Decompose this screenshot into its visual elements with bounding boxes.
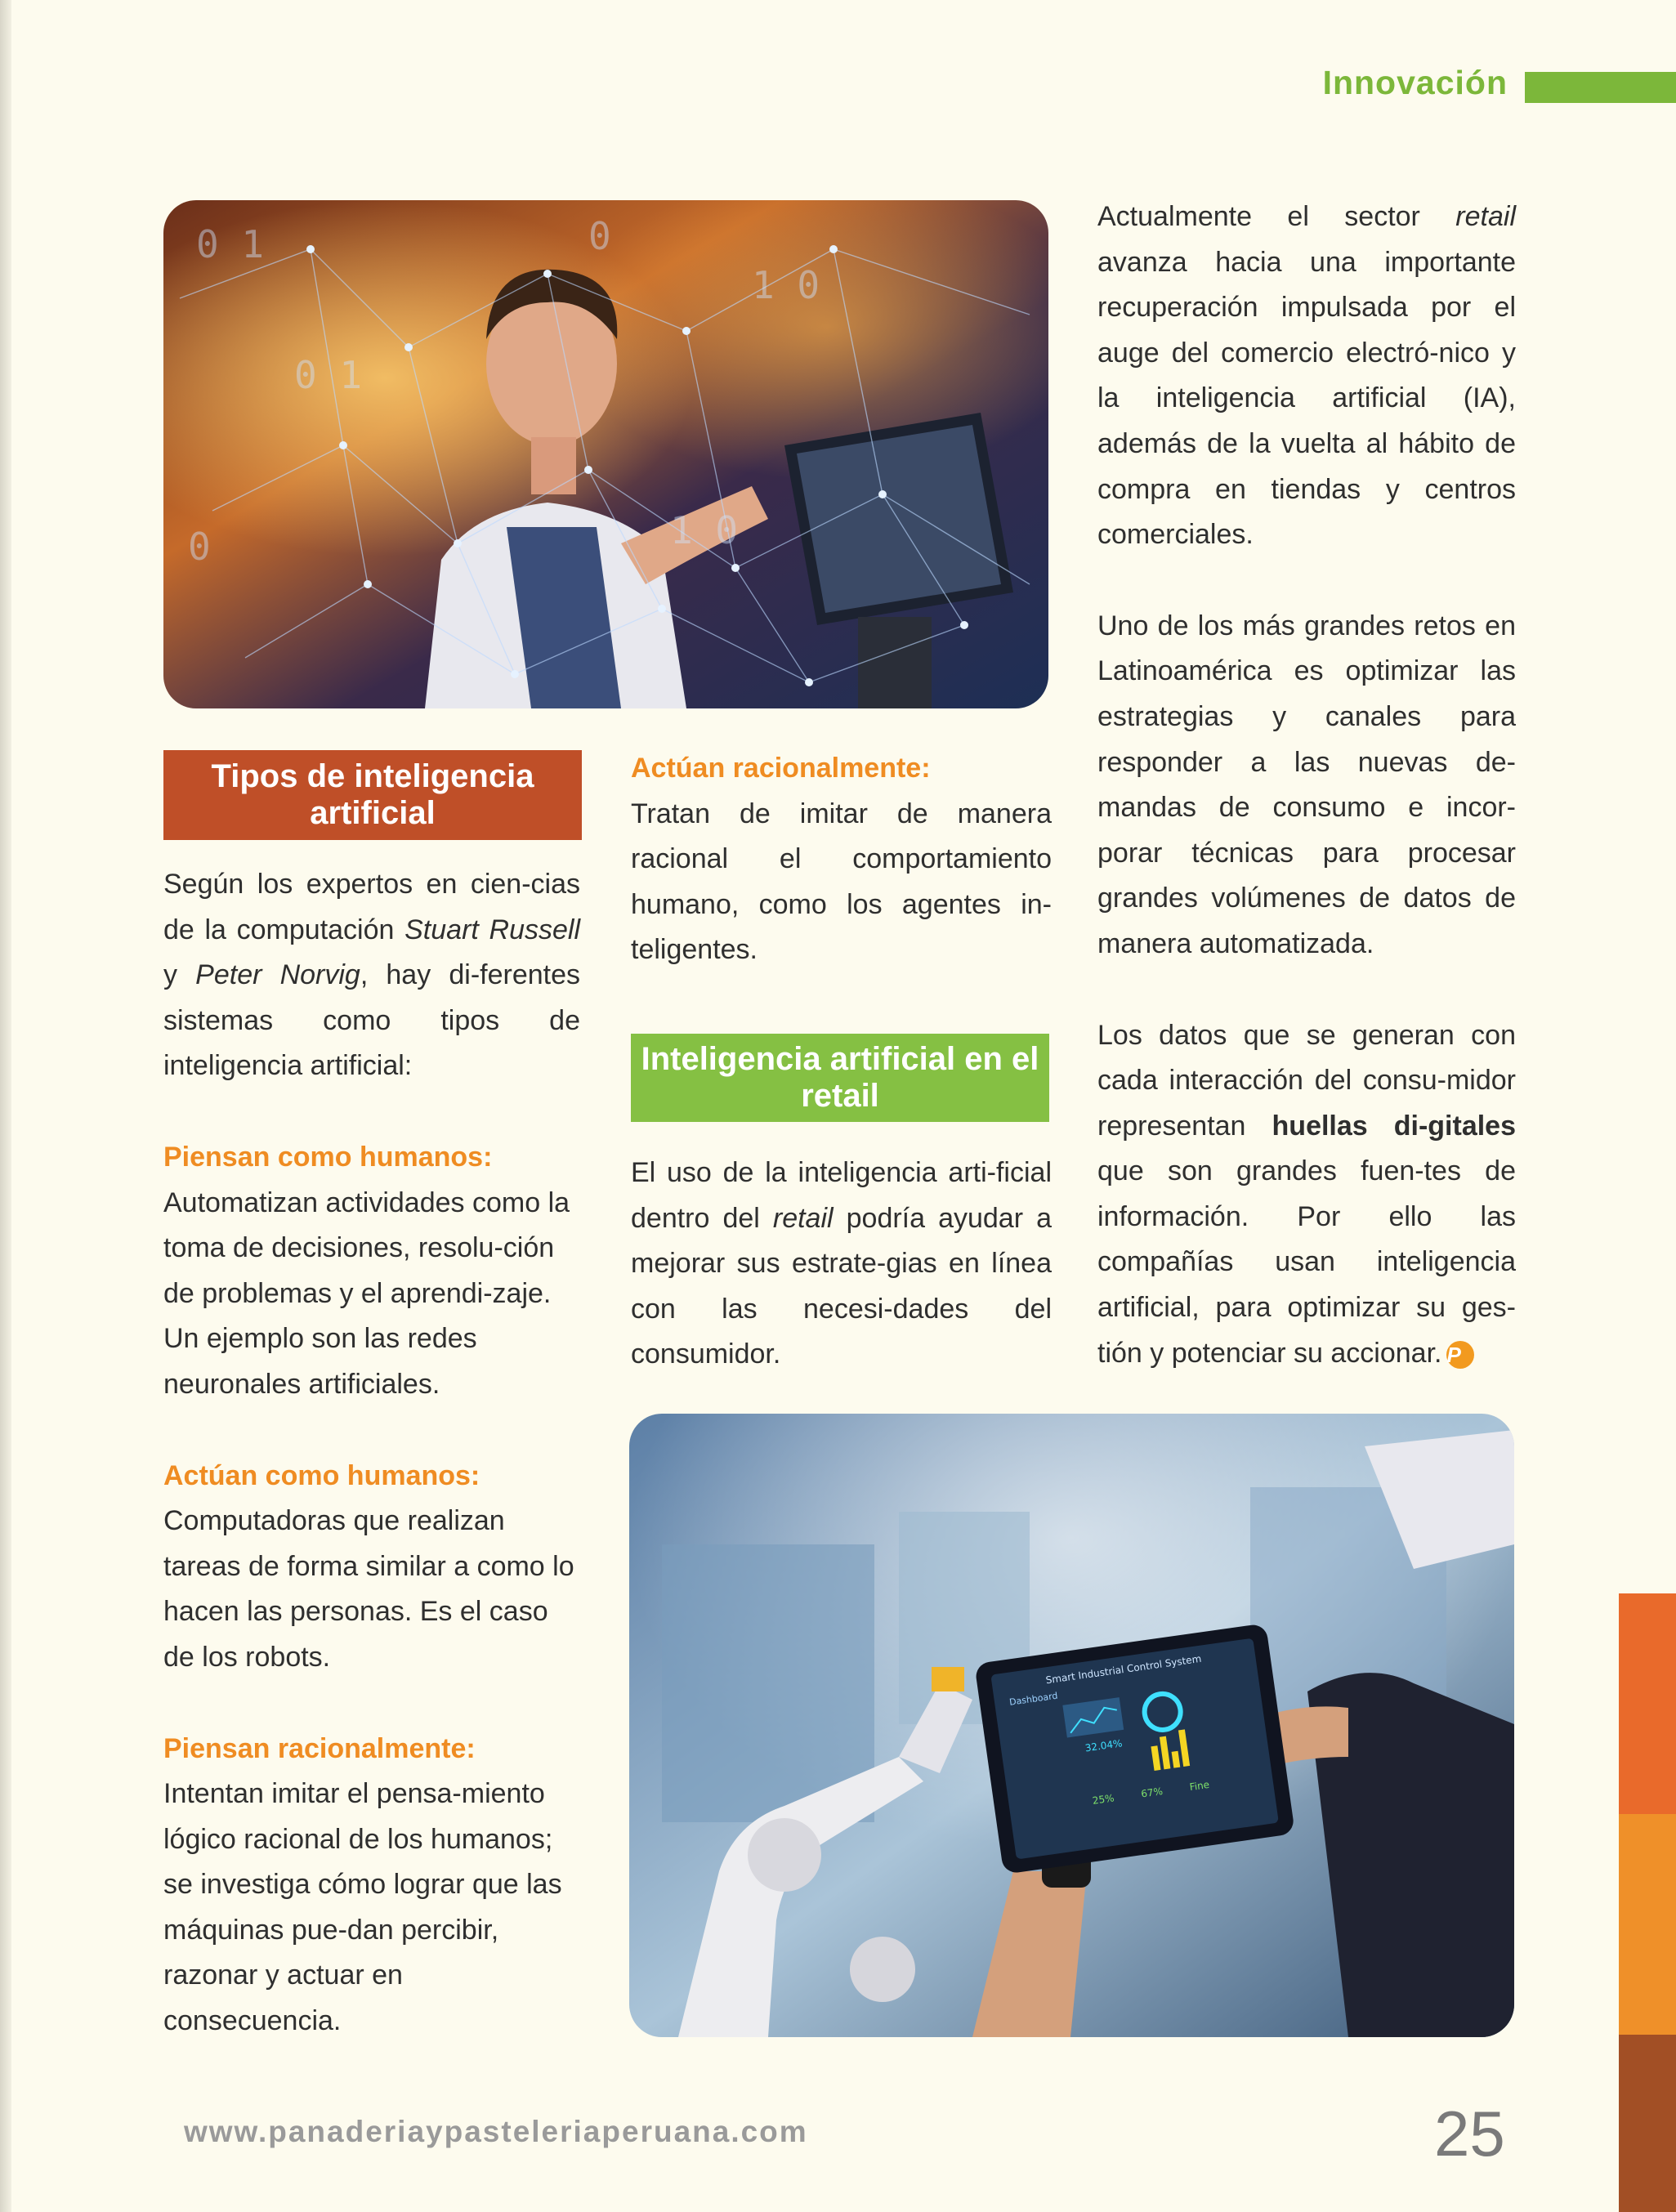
end-mark-icon: P: [1446, 1341, 1474, 1369]
column-right: [1097, 194, 1516, 1376]
svg-text:0 1: 0 1: [294, 353, 363, 397]
paragraph-retos: Uno de los más grandes retos en Latinoamérica es optimizar las estrategias y canales para responder a las nuevas de-mandas de consumo e incor-porar técnicas para procesar grandes volúmenes de datos de manera automatizada.: [1097, 610, 1516, 959]
paragraph-actuan-humanos: Computadoras que realizan tareas de forma similar a como lo hacen las personas. Es el caso de los robots.: [163, 1505, 574, 1673]
heading-actuan-racionalmente: Actúan racionalmente:: [631, 753, 931, 784]
side-tab-amber: [1619, 1814, 1676, 2035]
paragraph-piensan-racionalmente: Intentan imitar el pensa-miento lógico racional de los humanos; se investiga cómo lograr que las máquinas pue-dan percibir, razonar y actuar en consecuencia.: [163, 1778, 562, 2037]
column-middle: [631, 746, 1052, 973]
box-title-tipos: Tipos de inteligencia artificial: [163, 750, 582, 840]
tablet-stat-1: 32.04%: [1084, 1737, 1124, 1754]
paragraph-retail: El uso de la inteligencia arti-ficial dentro del retail podría ayudar a mejorar sus estrate-gias en línea con las necesi-dades del consumidor.: [631, 1157, 1052, 1370]
paragraph-actualmente: Actualmente el sector retail avanza hacia una importante recuperación impulsada por el auge del comercio electró-nico y la inteligencia artificial (IA), además de la vuelta al hábito de compra en tiendas y centros comerciales.: [1097, 201, 1516, 551]
tablet-fine: Fine: [1188, 1778, 1210, 1794]
svg-text:0 1: 0 1: [196, 222, 265, 266]
paragraph-datos: Los datos que se generan con cada interacción del consu-midor representan huellas di-gitales que son grandes fuen-tes de información. Por ello las compañías usan inteligencia artificial, para optimizar su ges-tión y potenciar su accionar. P: [1097, 1019, 1516, 1369]
heading-actuan-humanos: Actúan como humanos:: [163, 1459, 480, 1491]
page-number: 25: [1434, 2098, 1505, 2170]
photo-waiter-network: [163, 200, 1048, 708]
tablet-nav: Dashboard: [1008, 1690, 1059, 1708]
svg-text:0: 0: [188, 525, 211, 569]
side-tab-brown: [1619, 2035, 1676, 2212]
section-accent-bar: [1525, 72, 1676, 103]
side-tab-orange: [1619, 1593, 1676, 1814]
tablet-heading: Smart Industrial Control System: [1044, 1652, 1203, 1687]
column-middle-lower: [631, 1151, 1052, 1378]
svg-text:0: 0: [588, 214, 611, 258]
tablet-stat-2: 25%: [1092, 1792, 1115, 1807]
author-norvig: Peter Norvig: [195, 959, 360, 991]
column-left: [163, 862, 580, 2044]
paragraph-actuan-racionalmente: Tratan de imitar de manera racional el comportamiento humano, como los agentes in-teligentes.: [631, 798, 1052, 966]
page-gutter: [0, 0, 11, 2212]
svg-text:1 0: 1 0: [670, 508, 739, 552]
photo-tablet-robots: [629, 1414, 1514, 2037]
heading-piensan-humanos: Piensan como humanos:: [163, 1141, 493, 1173]
author-russell: Stuart Russell: [404, 914, 580, 945]
svg-text:1 0: 1 0: [752, 263, 820, 307]
box-title-retail: Inteligencia artificial en el retail: [631, 1034, 1049, 1122]
paragraph-intro: Según los expertos en cien-cias de la computación Stuart Russell y Peter Norvig, hay di-ferentes sistemas como tipos de inteligencia artificial:: [163, 869, 580, 1082]
tablet-stat-3: 67%: [1140, 1785, 1164, 1800]
heading-piensan-racionalmente: Piensan racionalmente:: [163, 1732, 476, 1764]
section-label: Innovación: [1322, 64, 1508, 101]
footer-website: www.panaderiaypasteleriaperuana.com: [184, 2115, 808, 2148]
paragraph-piensan-humanos: Automatizan actividades como la toma de decisiones, resolu-ción de problemas y el aprendi-zaje. Un ejemplo son las redes neuronales artificiales.: [163, 1186, 570, 1400]
